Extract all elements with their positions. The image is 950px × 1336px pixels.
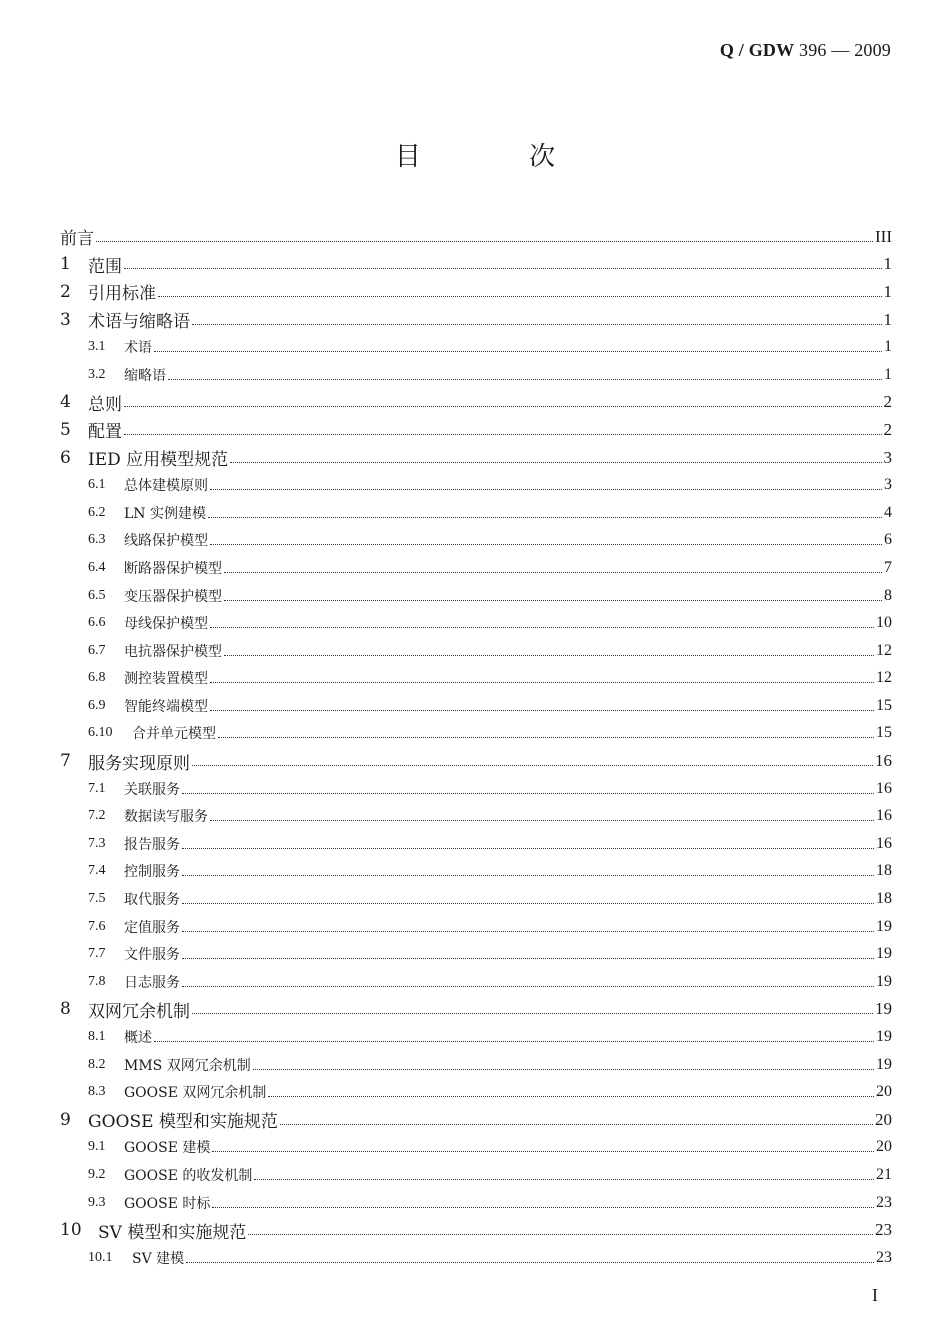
toc-entry[interactable] — [60, 747, 892, 775]
toc-entry-page: 19 — [875, 999, 892, 1019]
dot-leader — [280, 1123, 873, 1125]
toc-entry[interactable] — [60, 720, 892, 748]
toc-entry-number: 4 — [60, 392, 71, 413]
dot-leader — [154, 1040, 874, 1042]
toc-entry-label: GOOSE 建模 — [124, 1140, 211, 1157]
toc-entry-page: 1 — [883, 281, 892, 301]
dot-leader — [210, 681, 874, 683]
toc-entry[interactable] — [60, 968, 892, 996]
toc-entry[interactable] — [60, 361, 892, 389]
table-of-contents — [60, 223, 892, 1272]
dot-leader — [124, 267, 882, 269]
dot-leader — [212, 1150, 874, 1152]
toc-entry-number: 6.10 — [88, 725, 113, 741]
toc-entry-page: 20 — [876, 1083, 892, 1101]
toc-entry-number: 7.5 — [88, 891, 106, 907]
toc-entry-number: 3.1 — [88, 339, 106, 355]
toc-entry-page: 20 — [875, 1109, 892, 1129]
toc-entry[interactable] — [60, 333, 892, 361]
toc-entry-label: GOOSE 的收发机制 — [124, 1167, 253, 1184]
toc-entry[interactable] — [60, 830, 892, 858]
dot-leader — [224, 654, 874, 656]
toc-entry[interactable] — [60, 389, 892, 417]
toc-entry-label: 日志服务 — [124, 974, 180, 991]
toc-entry[interactable] — [60, 1161, 892, 1189]
toc-entry[interactable] — [60, 444, 892, 472]
toc-entry[interactable] — [60, 499, 892, 527]
toc-entry-page: 18 — [876, 862, 892, 880]
toc-entry-page: 7 — [884, 558, 892, 576]
toc-entry-number: 9 — [60, 1109, 71, 1130]
toc-entry-number: 8.3 — [88, 1084, 106, 1100]
toc-entry-page: 16 — [875, 751, 892, 771]
document-code-header — [720, 40, 891, 61]
toc-entry-page: 16 — [876, 779, 892, 797]
toc-entry[interactable] — [60, 775, 892, 803]
toc-entry-label: 服务实现原则 — [88, 753, 190, 774]
toc-entry-page: 23 — [875, 1220, 892, 1240]
toc-entry[interactable] — [60, 1023, 892, 1051]
toc-entry-label: 母线保护模型 — [124, 616, 208, 633]
toc-entry[interactable] — [60, 1189, 892, 1217]
toc-entry-label: 文件服务 — [124, 947, 180, 964]
toc-entry[interactable] — [60, 1216, 892, 1244]
toc-entry-page: 12 — [876, 669, 892, 687]
toc-entry-page: 3 — [883, 447, 892, 467]
toc-entry-label: 取代服务 — [124, 892, 180, 909]
toc-entry[interactable] — [60, 1106, 892, 1134]
dot-leader — [210, 819, 874, 821]
toc-entry-label: 定值服务 — [124, 919, 180, 936]
toc-entry-number: 8.1 — [88, 1029, 106, 1045]
dot-leader — [192, 764, 873, 766]
toc-entry-number: 7.8 — [88, 973, 106, 989]
toc-entry-number: 8.2 — [88, 1056, 106, 1072]
toc-entry-label: 术语 — [124, 340, 152, 357]
toc-entry-label: LN 实例建模 — [124, 505, 206, 522]
dot-leader — [210, 709, 874, 711]
toc-entry-number: 6.3 — [88, 532, 106, 548]
toc-entry-page: 20 — [876, 1138, 892, 1156]
page-number: I — [872, 1285, 878, 1305]
standard-number: 396 — 2009 — [794, 40, 891, 60]
toc-entry[interactable] — [60, 940, 892, 968]
toc-entry-number: 7.3 — [88, 835, 106, 851]
toc-entry-page: 3 — [884, 476, 892, 494]
toc-entry-label: 概述 — [124, 1030, 152, 1047]
toc-entry-number: 2 — [60, 281, 71, 302]
toc-entry-label: MMS 双网冗余机制 — [124, 1057, 251, 1074]
toc-entry-number: 10 — [60, 1220, 82, 1241]
dot-leader — [124, 405, 882, 407]
toc-entry-page: III — [875, 226, 892, 246]
toc-entry-label: SV 建模 — [132, 1250, 185, 1267]
toc-entry-number: 6.8 — [88, 670, 106, 686]
toc-entry-page: 12 — [876, 641, 892, 659]
toc-entry-number: 1 — [60, 254, 71, 275]
toc-entry-number: 6.2 — [88, 504, 106, 520]
dot-leader — [182, 847, 874, 849]
toc-entry-page: 19 — [876, 945, 892, 963]
toc-entry[interactable] — [60, 665, 892, 693]
toc-entry-number: 6.7 — [88, 642, 106, 658]
toc-entry[interactable] — [60, 554, 892, 582]
toc-entry[interactable] — [60, 1051, 892, 1079]
toc-entry-page: 10 — [876, 614, 892, 632]
toc-entry-number: 7.7 — [88, 946, 106, 962]
toc-entry-number: 8 — [60, 999, 71, 1020]
toc-entry-page: 15 — [876, 696, 892, 714]
toc-entry[interactable] — [60, 885, 892, 913]
dot-leader — [168, 378, 882, 380]
toc-entry[interactable] — [60, 637, 892, 665]
toc-entry-label: GOOSE 双网冗余机制 — [124, 1085, 267, 1102]
toc-entry-page: 21 — [876, 1165, 892, 1183]
dot-leader — [96, 240, 873, 242]
dot-leader — [182, 874, 874, 876]
toc-entry-page: 6 — [884, 531, 892, 549]
toc-entry-label: 缩略语 — [124, 367, 166, 384]
toc-entry-label: 线路保护模型 — [124, 533, 208, 550]
toc-entry-page: 2 — [883, 392, 892, 412]
toc-entry-label: 合并单元模型 — [132, 726, 216, 743]
toc-entry-label: SV 模型和实施规范 — [98, 1222, 247, 1243]
toc-entry-page: 16 — [876, 834, 892, 852]
toc-entry-page: 16 — [876, 807, 892, 825]
toc-entry-label: 断路器保护模型 — [124, 560, 222, 577]
toc-entry-page: 2 — [883, 419, 892, 439]
toc-entry-page: 19 — [876, 917, 892, 935]
toc-entry-number: 6.5 — [88, 587, 106, 603]
toc-entry-number: 3 — [60, 309, 71, 330]
toc-entry-page: 19 — [876, 1055, 892, 1073]
toc-entry[interactable] — [60, 527, 892, 555]
toc-entry-label: IED 应用模型规范 — [88, 450, 229, 471]
toc-entry-label: 控制服务 — [124, 864, 180, 881]
dot-leader — [224, 599, 882, 601]
toc-entry-page: 15 — [876, 724, 892, 742]
dot-leader — [158, 295, 882, 297]
dot-leader — [208, 516, 882, 518]
toc-entry-page: 23 — [876, 1193, 892, 1211]
toc-entry-label: 前言 — [60, 229, 94, 250]
toc-entry-label: 总则 — [88, 394, 122, 415]
toc-entry-number: 6.1 — [88, 477, 106, 493]
dot-leader — [182, 902, 874, 904]
standard-prefix: Q / GDW — [719, 40, 795, 60]
dot-leader — [124, 433, 882, 435]
dot-leader — [224, 571, 882, 573]
toc-entry[interactable] — [60, 223, 892, 251]
toc-entry-label: 变压器保护模型 — [124, 588, 222, 605]
dot-leader — [192, 1012, 873, 1014]
dot-leader — [210, 543, 882, 545]
toc-entry-label: 引用标准 — [88, 284, 156, 305]
toc-entry[interactable] — [60, 692, 892, 720]
toc-entry-page: 8 — [884, 586, 892, 604]
dot-leader — [154, 350, 882, 352]
toc-entry-page: 1 — [884, 365, 892, 383]
toc-entry-number: 6.6 — [88, 615, 106, 631]
toc-entry[interactable] — [60, 306, 892, 334]
toc-entry-label: 电抗器保护模型 — [124, 643, 222, 660]
toc-entry-page: 1 — [883, 254, 892, 274]
toc-entry-number: 9.2 — [88, 1166, 106, 1182]
toc-entry[interactable] — [60, 1078, 892, 1106]
toc-entry-label: 双网冗余机制 — [88, 1001, 190, 1022]
toc-entry-number: 9.1 — [88, 1139, 106, 1155]
dot-leader — [212, 1206, 874, 1208]
toc-entry-label: GOOSE 模型和实施规范 — [88, 1112, 278, 1133]
toc-entry[interactable] — [60, 278, 892, 306]
toc-entry-page: 18 — [876, 890, 892, 908]
toc-entry-label: 术语与缩略语 — [88, 312, 190, 333]
toc-entry-label: 总体建模原则 — [124, 478, 208, 495]
toc-entry-page: 19 — [876, 1028, 892, 1046]
toc-entry[interactable] — [60, 1244, 892, 1272]
toc-entry-number: 9.3 — [88, 1194, 106, 1210]
dot-leader — [254, 1178, 874, 1180]
toc-entry-label: 报告服务 — [124, 836, 180, 853]
dot-leader — [248, 1233, 873, 1235]
dot-leader — [186, 1261, 874, 1263]
toc-entry-number: 7.2 — [88, 808, 106, 824]
toc-entry-number: 6 — [60, 447, 71, 468]
toc-entry-number: 7.1 — [88, 780, 106, 796]
toc-entry[interactable] — [60, 802, 892, 830]
toc-entry-number: 6.4 — [88, 559, 106, 575]
toc-entry[interactable] — [60, 858, 892, 886]
toc-entry-number: 6.9 — [88, 697, 106, 713]
toc-entry-number: 7 — [60, 751, 71, 772]
dot-leader — [210, 488, 882, 490]
toc-entry-page: 4 — [884, 503, 892, 521]
toc-entry[interactable] — [60, 1134, 892, 1162]
toc-entry-label: GOOSE 时标 — [124, 1195, 211, 1212]
page-title: 目 次 — [394, 142, 606, 172]
toc-entry[interactable] — [60, 416, 892, 444]
toc-entry-label: 测控装置模型 — [124, 671, 208, 688]
toc-entry[interactable] — [60, 471, 892, 499]
toc-entry-page: 19 — [876, 972, 892, 990]
toc-entry-number: 5 — [60, 419, 71, 440]
dot-leader — [182, 792, 874, 794]
dot-leader — [253, 1068, 874, 1070]
toc-entry-page: 1 — [884, 338, 892, 356]
toc-entry-number: 7.6 — [88, 918, 106, 934]
toc-entry-label: 关联服务 — [124, 781, 180, 798]
toc-entry-number: 7.4 — [88, 863, 106, 879]
toc-entry-label: 数据读写服务 — [124, 809, 208, 826]
toc-entry-page: 1 — [883, 309, 892, 329]
toc-entry-number: 3.2 — [88, 366, 106, 382]
toc-entry[interactable] — [60, 913, 892, 941]
toc-entry-label: 配置 — [88, 422, 122, 443]
toc-entry-number: 10.1 — [88, 1249, 113, 1265]
dot-leader — [182, 985, 874, 987]
dot-leader — [192, 323, 882, 325]
toc-entry[interactable] — [60, 996, 892, 1024]
dot-leader — [182, 957, 874, 959]
dot-leader — [268, 1095, 874, 1097]
toc-entry[interactable] — [60, 582, 892, 610]
dot-leader — [210, 626, 874, 628]
toc-entry-label: 范围 — [88, 256, 122, 277]
toc-entry[interactable] — [60, 609, 892, 637]
dot-leader — [182, 930, 874, 932]
toc-entry-label: 智能终端模型 — [124, 698, 208, 715]
toc-entry[interactable] — [60, 251, 892, 279]
dot-leader — [218, 736, 874, 738]
toc-entry-page: 23 — [876, 1248, 892, 1266]
dot-leader — [230, 461, 881, 463]
